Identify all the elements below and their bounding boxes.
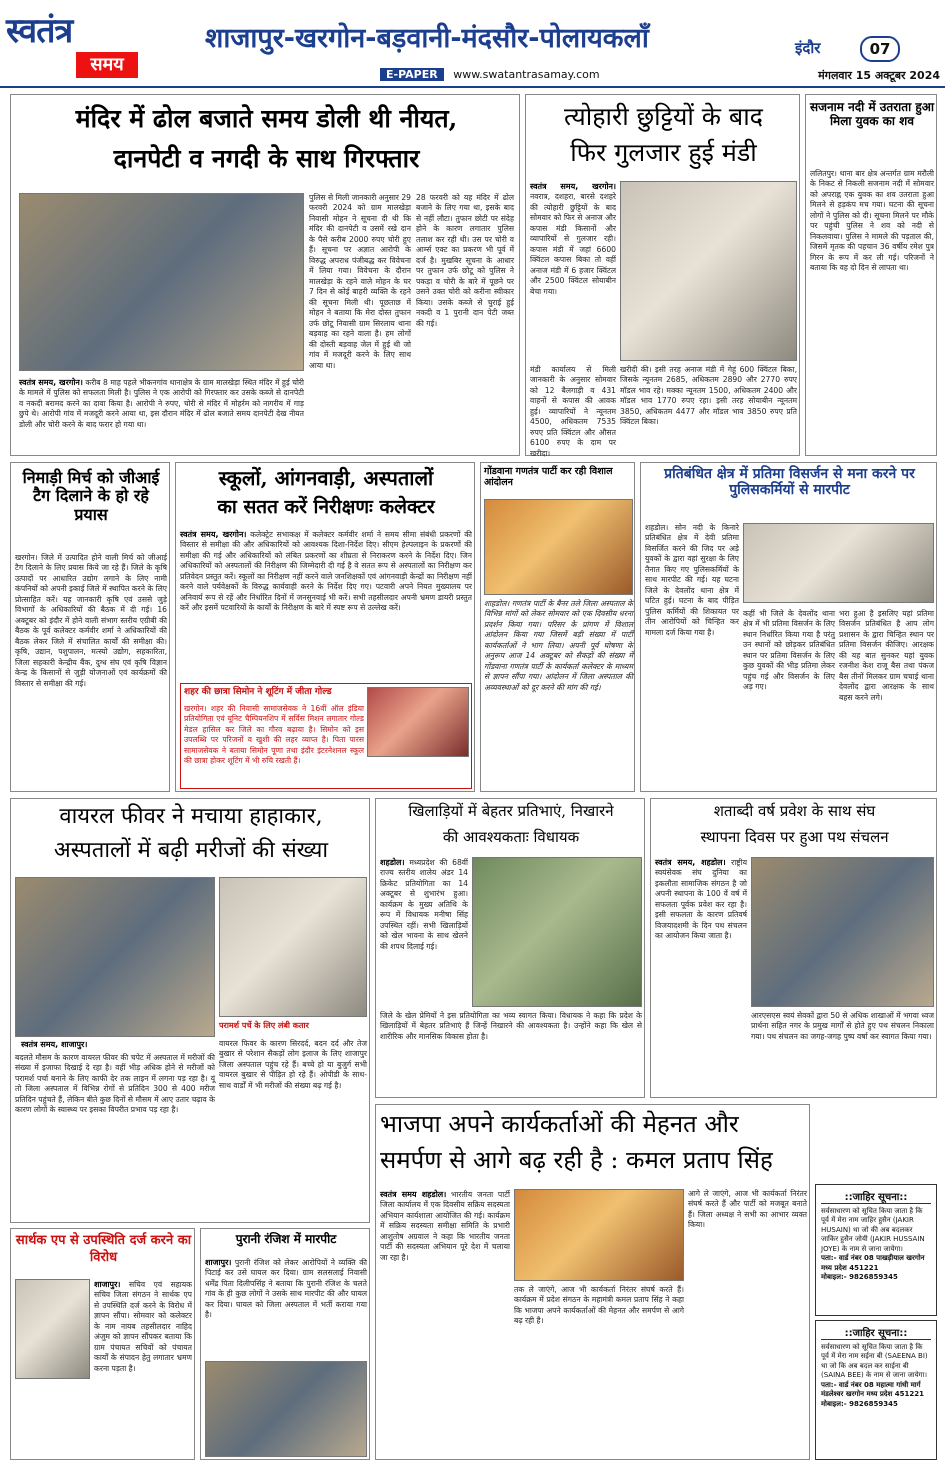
article-body: [655, 857, 747, 1095]
website-link[interactable]: www.swatantrasamay.com: [453, 68, 600, 81]
article-body: [530, 181, 616, 361]
article-body: शाहडोल। गणतंत्र पार्टी के बैनर तले जिला अस्पताल के विभिन्न मांगों को लेकर सोमवार को एक दिवसीय धरना प्रदर्शन किया गया। परिसर के प्रांगण में विशाल आंदोलन किया गया जिसमें बड़ी संख्या में पार्टी कार्यकर्ताओं ने भाग लिया। अपनी पूर्व घोषणा के अनुरूप आज 14 अक्टूबर को सैकड़ों की संख्या में गोंडवाना गणतंत्र पार्टी के कार्यकर्ता कलेक्टर के माध्यम से ज्ञापन सौंपा गया। आंदोलन में जिला अस्पताल की अव्यवस्थाओं को दूर करने की मांग की गई।: [484, 599, 633, 692]
headline: मंदिर में ढोल बजाते समय डोली थी नीयत,: [75, 104, 458, 133]
article-temple-theft: [10, 94, 520, 456]
notice-title: ::जाहिर सूचना::: [821, 1189, 931, 1204]
police-vehicles-photo: [743, 523, 934, 603]
headline: निमाड़ी मिर्च को जीआई टैग दिलाने के हो रहे प्रयास: [22, 468, 160, 524]
headline: स्कूलों, आंगनवाड़ी, अस्पतालों: [218, 466, 434, 490]
city-name: इंदौर: [795, 39, 821, 57]
byline: स्वतंत्र समय, खरगोन।: [530, 182, 616, 191]
article-bjp: [375, 1104, 810, 1460]
path-sanchalan-photo: [751, 857, 934, 1007]
article-text: कलेक्ट्रेट सभाकक्ष में कलेक्टर कर्मवीर शर्मा ने समय सीमा संबंधी प्रकरणों की विस्तार से समीक्षा की और अधिकारियों को आवश्यक दिशा-निर्देश दिए। सीएम हेल्पलाइन के प्रकरणों की समीक्षा की गई और अधिकारियों को लंबित प्रकरणों का शीघ्रता से निराकरण करने के निर्देश दिए। जिन अधिकारियों को अस्पतालों की निरीक्षण की जिम्मेदारी दी गई है वे सतत रूप से अस्पतालों का निरीक्षण कर प्रतिवेदन प्रस्तुत करें। स्कूलों का निरीक्षण नहीं करने वाले जनशिक्षकों एवं आंगनवाड़ी केन्द्रों का निरीक्षण नहीं करने वाले पर्यवेक्षकों के विरुद्ध कार्यवाही करने के निर्देश दिए गए। पटवारी अपने नियत मुख्यालय पर अनिवार्य रूप से रहें और निर्धारित दिनों में जनसुनवाई भी करें। सभी तहसीलदार अपनी भ्रमण डायरी प्रस्तुत करें और इसमें पटवारियों के कार्यों के निरीक्षण के बारे में स्पष्ट रूप से उल्लेख करें।: [180, 530, 472, 613]
headline: खिलाड़ियों में बेहतर प्रतिभाएं, निखारने: [408, 802, 614, 820]
article-body: वायरल फिवर के कारण सिरदर्द, बदन दर्द और तेज बुखार से परेशान सैकड़ों लोग इलाज के लिए शाजापुर जिला अस्पताल पहुंच रहे हैं। बच्चे हो या बुजुर्ग सभी वायरल बुखार से पीड़ित हो रहे हैं। ओपीडी के साथ-साथ वार्डों में भी मरीजों की संख्या बढ़ गई है।: [219, 1039, 367, 1090]
headline: शहर की छात्रा सिमोन ने शूटिंग में जीता गोल्ड: [184, 687, 364, 701]
article-sarthak-app: [10, 1228, 195, 1460]
article-body: खरगोन। शहर की निवासी सामाजसेवक ने 16वीं ऑल इंडिया प्रतियोगिता एवं यूनिट चैम्पियनशिप में सर्विस मिशन लगातार गोल्ड मेडल हासिल कर जिले का गौरव बढ़ाया है। सिमोन को इस उपलब्धि पर परिजनों व खुशी की लहर व्याप्त है। पिता पारस सामाजसेवक ने बताया सिमोन पूणा तथा इंदौर इंटरनेशनल स्कूल की छात्रा होकर शूटिंग में भी रुचि रखती हैं।: [184, 704, 364, 766]
article-body: मंडी कार्यालय से मिली जानकारी के अनुसार सोमवार को 12 बैलगाड़ी व 431 वाहनों से कपास की आवक हुई। व्यापारियों ने न्यूनतम 4500, अधिकतम 7535 रुपए प्रति क्विंटल और औसत 6100 रुपए के दाम पर खरीदा।: [530, 365, 616, 458]
article-mandi: [525, 94, 800, 456]
epaper-bar: [380, 68, 780, 84]
newspaper-logo[interactable]: [6, 6, 186, 84]
public-notice: [815, 1320, 937, 1460]
article-body: [180, 529, 472, 679]
public-notice: [815, 1184, 937, 1316]
article-sajnam-river: [805, 94, 937, 456]
notice-mobile: मोबाइल:- 9826859345: [821, 1273, 898, 1282]
epaper-label: E-PAPER: [380, 68, 444, 81]
notice-address: पता:- वार्ड नंबर 08 पाखड़ीयाल खरगोन मध्य प्रदेश 451221: [821, 1254, 925, 1272]
notice-address: पता:- वार्ड नंबर 08 महात्मा गांधी मार्ग मंडलेश्वर खरगोन मध्य प्रदेश 451221: [821, 1380, 924, 1399]
headline: त्योहारी छुट्टियों के बाद: [564, 102, 763, 131]
byline: स्वतंत्र समय शहडोल।: [380, 1190, 447, 1199]
article-body: शहडोल। सोन नदी के किनारे प्रतिबंधित क्षेत्र में देवी प्रतिमा विसर्जित करने की जिद पर अड़े युवकों के द्वारा वहां सुरक्षा के लिए तैनात किए गए पुलिसकर्मियों के साथ मारपीट की गई। यह घटना जिले के देवलोंद थाना क्षेत्र में घटित हुई। घटना के बाद पीड़ित पुलिस कर्मियों की शिकायत पर तीन आरोपियों को चिन्हित कर मामला दर्ज किया गया है।: [645, 523, 739, 637]
headline: की आवश्यकताः विधायक: [442, 828, 580, 846]
article-body: कहीं भी जिले के देवलोंद थाना क्षेत्र में भी प्रतिमा विसर्जन के लिए स्थान निर्धारित किया गया है परंतु उन स्थानों को छोड़कर प्रतिबंधित स्थान पर प्रतिमा विसर्जन के लिए कुछ युवकों की भीड़ प्रतिमा लेकर पहुंच गई और विसर्जन के लिए अड़ गए।: [743, 609, 835, 692]
article-text: पुरानी रंजिश को लेकर आरोपियों ने व्यक्ति की पिटाई कर उसे घायल कर दिया। ग्राम सलसलाई निवासी धर्मेंद्र पिता दिलीपसिंह ने बताया कि पुरानी रंजिश के चलते गांव के ही कुछ लोगों ने उसके साथ मारपीट की और घायल कर दिया। घायल को जिला अस्पताल में भर्ती कराया गया है।: [205, 1258, 367, 1320]
article-body: जिले के खेल प्रेमियों ने इस प्रतियोगिता का भव्य स्वागत किया। विधायक ने कहा कि प्रदेश के खिलाड़ियों में बेहतर प्रतिभाएं हैं जिन्हें निखारने की आवश्यकता है। उन्होंने कहा कि खेल से शारीरिक और मानसिक विकास होता है।: [380, 1011, 642, 1041]
mandi-photo: [620, 181, 797, 361]
article-gondwana: [480, 462, 635, 792]
article-text: भारतीय जनता पार्टी जिला कार्यालय में एक दिवसीय सक्रिय सदस्यता अभियान कार्यशाला आयोजित की गई। कार्यक्रम में सक्रिय सदस्यता समीक्षा समिति के प्रभारी आशुतोष अग्रवाल ने कहा कि भारतीय जनता पार्टी की सदस्यता अभियान पूरे देश में चलाया जा रहा है।: [380, 1190, 510, 1262]
masthead: [0, 0, 945, 88]
logo-bottom-text: समय: [76, 52, 138, 78]
article-immersion-assault: [640, 462, 937, 792]
article-text: सचिव एवं सहायक सचिव जिला संगठन ने सार्थक एप से उपस्थिति दर्ज करने के विरोध में ज्ञापन सौंपा। सोमवार को कलेक्टर के नाम नायब तहसीलदार नाहिद अंजुम को ज्ञापन सौंपकर बताया कि ग्राम पंचायत सचिवों को पंचायत कार्यों के संपादन हेतु लगातार भ्रमण करना पड़ता है।: [94, 1280, 192, 1373]
doctor-photo: [219, 877, 367, 1017]
headline: भाजपा अपने कार्यकर्ताओं की मेहनत और: [380, 1110, 739, 1138]
article-body: [94, 1279, 192, 1379]
article-body: [19, 377, 304, 451]
headline: दानपेटी व नगदी के साथ गिरफ्तार: [113, 144, 420, 173]
notice-text: सर्वसाधारण को सूचित किया जाता है कि पूर्व में मेरा नाम सईना बी (SAEENA BI) था जो कि अब बदल कर साईना बी (SAINA BEE) के नाम से जाना जायेगा।: [821, 1343, 928, 1380]
article-text: करीब 8 माह पहले भीकनगांव थानाक्षेत्र के ग्राम मालखेड़ा स्थित मंदिर में हुई चोरी के मामले में पुलिस को सफलता मिली है। पुलिस ने एक आरोपी को गिरफ्तार कर उसके कब्जे से दानपेटी व नकदी बरामद करने का दावा किया है। आरोपी ने रुपए, चोरी से मंदिर में मोहर्रम को नागरीय में गाड़ छुपे थे। आरोपी गांव में मजदूरी करने आया था, इस दौरान मंदिर में ढोल बजाते समय दानपेटी देख नीयत डोली और चोरी करने के बाद फरार हो गया था।: [19, 378, 304, 429]
simone-photo: [367, 687, 469, 757]
article-body: आरएसएस स्वयं सेवकों द्वारा 50 से अधिक शाखाओं में भगवा ध्वज प्रार्थना सहित नगर के प्रमुख मार्गों से होते हुए पथ संचलन निकाला गया। पथ संचलन का जगह-जगह पुष्प वर्षा कर स्वागत किया गया।: [751, 1011, 935, 1041]
headline: अस्पतालों में बढ़ी मरीजों की संख्या: [53, 838, 329, 863]
police-group-photo: [19, 193, 304, 371]
headline: सार्थक एप से उपस्थिति दर्ज करने का विरोध: [15, 1233, 192, 1275]
byline: स्वतंत्र समय, खरगोन।: [19, 378, 83, 387]
headline: गोंडवाना गणतंत्र पार्टी कर रही विशाल आंदोलन: [484, 466, 613, 488]
logo-top-text: स्वतंत्र: [6, 11, 73, 51]
article-body: पुलिस से मिली जानकारी अनुसार 29 फरवरी 2024 को ग्राम मालखेड़ा निवासी मोहन ने सूचना दी थी कि मंदिर की दानपेटी व उसमें रखे दान के पैसे करीब 2000 रुपए चोरी हुए हैं। सूचना पर अज्ञात आरोपी के विरुद्ध अपराध पंजीबद्ध कर विवेचना में लिया गया। विवेचना के दौरान मालखेड़ा के रहने वाले मोहन के घर 7 दिन से कोई बाहरी व्यक्ति के रहने की सूचना मिली थी। पूछताछ में मोहन ने बताया कि मेरा दोस्त तुफान उर्फ छोटू निवासी ग्राम सिरलाय थाना बड़वाह का रहने वाला है। हम लोगों की दोस्ती बड़वाह जेल में हुई थी जो गांव में मजदूरी करने के लिए साथ आया था।: [309, 193, 411, 370]
issue-date: मंगलवार 15 अक्टूबर 2024: [818, 69, 940, 82]
edition-title: शाजापुर-खरगोन-बड़वानी-मंदसौर-पोलायकलाँ: [205, 23, 649, 54]
photo-caption: परामर्श पर्चे के लिए लंबी कतार: [219, 1021, 367, 1035]
article-body: आगे ले जाएंगे, आज भी कार्यकर्ता निरंतर संघर्ष करते हैं और पार्टी को मजबूत बनाते हैं। जिला अध्यक्ष ने सभी का आभार व्यक्त किया।: [688, 1189, 807, 1230]
article-body: खरगोन। जिले में उत्पादित होने वाली मिर्च को जीआई टैग दिलाने के लिए प्रयास किये जा रहे हैं। जिले के कृषि उत्पादों पर आधारित उद्योग लगाने के लिए नामी कंपनियों को अपनी इकाई जिले में स्थापित करने के लिए प्रोत्साहित करें। यह जानकारी कृषि एवं उससे जुड़े विभागों के अधिकारियों की बैठक में दी गई। 16 अक्टूबर को इंदौर में होने वाली संभाग स्तरीय एग्रीबी की बैठक के पूर्व कलेक्टर कर्मवीर शर्मा ने अधिकारियों की बैठक लेकर जिले में संचालित कार्यों की समीक्षा की। कृषि, उद्यान, पशुपालन, मत्स्यो उद्योग, सहकारिता, जिला सहकारी केन्द्रीय बैंक, दुग्ध संघ एवं कृषि विज्ञान केन्द्र के किसानों से जुड़ी योजनाओं एवं कार्यक्रमों की विस्तार से समीक्षा की गई।: [15, 553, 167, 688]
headline: का सतत करें निरीक्षणः कलेक्टर: [217, 496, 435, 518]
injured-person-photo: [205, 1361, 367, 1457]
notice-mobile: मोबाइल:- 9826859345: [821, 1399, 898, 1408]
byline: स्वतंत्र समय, खरगोन।: [180, 530, 247, 539]
article-schools-inspection: [175, 462, 475, 792]
notice-title: ::जाहिर सूचना::: [821, 1325, 931, 1340]
article-body: 28 फरवरी को यह मंदिर में ढोल बजाने के लिए गया था, इसके बाद से नहीं लौटा। तुफान छोटी पर संदेह होने के कारण लगातार पुलिस तलाश कर रही थी। उस पर चोरी व आर्म्स एक्ट का प्रकरण भी पूर्व में दर्ज है। मुखबिर सूचना के आधार पर तुफान उर्फ छोटू को पुलिस ने पकड़ा व चोरी के बारे में पूछने पर उसने उक्त चोरी को करीना स्वीकार किया। उसके कब्जे से चुराई हुई नकदी व 1 पुरानी दान पेटी जब्त की गई।: [416, 193, 514, 328]
bjp-meeting-photo: [514, 1189, 684, 1281]
byline: शाजापुर।: [94, 1280, 121, 1289]
article-rss-path-sanchalan: [650, 798, 937, 1098]
article-viral-fever: [10, 798, 370, 1223]
headline: शताब्दी वर्ष प्रवेश के साथ संघ: [713, 802, 876, 820]
byline: स्वतंत्र समय, शाजापुर।: [21, 1040, 88, 1049]
page-number: 07: [860, 36, 900, 62]
article-body: [380, 1189, 510, 1457]
notice-text: सर्वसाधारण को सूचित किया जाता है कि पूर्व में मेरा नाम जाहिर हुसैन (JAKIR HUSAIN) था जो की अब बदलकर जाकिर हुसैन जोयी (JAKIR HUSSAIN JOYE) के नाम से जाना जायेगा।: [821, 1207, 925, 1253]
article-text: मध्यप्रदेश की 68वीं राज्य स्तरीय शालेय अंडर 14 क्रिकेट प्रतियोगिता का 14 अक्टूबर से शुभारंभ हुआ। कार्यक्रम के मुख्य अतिथि के रूप में विधायक मनीषा सिंह उपस्थित रहीं। सभी खिलाड़ियों को खेल भावना के साथ खेलने की शपथ दिलाई गई।: [380, 858, 468, 951]
article-body: [380, 857, 468, 1007]
byline: शाजापुर।: [205, 1258, 232, 1267]
memorandum-photo: [15, 1279, 90, 1379]
headline: वायरल फीवर ने मचाया हाहाकार,: [59, 804, 323, 829]
article-body: ललितपुर। थाना बार क्षेत्र अन्तर्गत ग्राम मरौली के निकट से निकली सजनाम नदी में सोमवार को अपराह्न एक युवक का शव उतराता हुआ मिलने से हड़कंप मच गया। घटना की सूचना लोगों ने पुलिस को दी। सूचना मिलने पर मौके पर पहुंची पुलिस ने शव को नदी से निकलवाया। पुलिस ने मामले की पड़ताल की, जिसमें मृतक की पहचान 36 वर्षीय रमेश पुत्र गिरन के रूप में कर ली गई। परिजनों ने बताया कि वह दो दिन से लापता था।: [810, 169, 934, 273]
article-body: [205, 1257, 367, 1357]
article-mirchi-gi-tag: [10, 462, 170, 792]
headline: समर्पण से आगे बढ़ रही है : कमल प्रताप सिंह: [380, 1146, 773, 1174]
article-text: नवरात्र, दशहरा, बारसे दशहरे की त्योहारी छुट्टियों के बाद सोमवार को फिर से अनाज और कपास मंडी किसानों और व्यापारियों से गुलजार रही। कपास मंडी में जहां 6600 क्विंटल कपास बिका तो वहीं अनाज मंडी में 6 हजार क्विंटल और 2500 क्विंटल सोयाबीन बेचा गया।: [530, 192, 616, 296]
simone-box: [180, 683, 472, 789]
headline: स्थापना दिवस पर हुआ पथ संचलन: [700, 828, 889, 846]
headline: फिर गुलजार हुई मंडी: [570, 138, 757, 167]
byline: शहडोल।: [380, 858, 405, 867]
article-body: भरा हुआ है इसलिए यहां प्रतिमा विसर्जन प्रतिबंधित है आप लोग प्रशासन के द्वारा चिन्हित स्थान पर प्रतिमा विसर्जन कीजिए। आरक्षक की यह बात सुनकर यहां युवक रजनीश केश राजू बैस तथा पंकज बैस तीनों मिलकर ग्राम चचाई थाना देवलोंद द्वारा आरक्षक के साथ बहस करने लगे।: [839, 609, 934, 702]
headline: सजनाम नदी में उतराता हुआ मिला युवक का शव: [810, 100, 935, 128]
article-body: खरीदी की। इसी तरह अनाज मंडी में गेहूं 600 क्विंटल बिका, जिसके न्यूनतम 2685, अधिकतम 2890 और 2770 रुपए मॉडल भाव रहे। मक्का न्यूनतम 1500, अधिकतम 2400 और मॉडल भाव 1770 रुपए रहा। इसी तरह सोयाबीन न्यूनतम 3850, अधिकतम 4477 और मॉडल भाव 3850 रुपए प्रति क्विंटल बिका।: [620, 365, 797, 427]
hospital-queue-photo: [15, 877, 215, 1037]
byline: स्वतंत्र समय, शहडोल।: [655, 858, 726, 867]
headline: पुरानी रंजिश में मारपीट: [235, 1232, 337, 1246]
article-players: [375, 798, 645, 1098]
players-photo: [472, 857, 642, 1007]
article-body: बदलते मौसम के कारण वायरल फीवर की चपेट में अस्पताल में मरीजों की संख्या में इजाफा दिखाई दे रहा है। वहीं भीड़ अधिक होने से मरीजों को परामर्श पर्चा बनाने के लिए काफी देर तक लाइन में लगना पड़ रहा है। यूं तो जिला अस्पताल में विभिन्न रोगों से प्रतिदिन 300 से 400 मरीज प्रतिदिन पहुंचते हैं, लेकिन बीते कुछ दिनों से मौसम में आए उतार चढ़ाव के कारण लोगों के स्वास्थ्य पर इसका विपरीत प्रभाव पड़ रहा है।: [15, 1053, 215, 1115]
article-text: राष्ट्रीय स्वयंसेवक संघ दुनिया का इकलौता सामाजिक संगठन है जो अपनी स्थापना के 100 वें वर्ष में सफलता पूर्वक प्रवेश कर रहा है। इसी सफलता के कारण प्रतिवर्ष विजयादशमी के दिन पथ संचलन का आयोजन किया जाता है।: [655, 858, 747, 941]
gondwana-protest-photo: [484, 499, 633, 595]
article-body: तक ले जाएंगे, आज भी कार्यकर्ता निरंतर संघर्ष करते हैं। कार्यक्रम में प्रदेश संगठन के महामंत्री कमल प्रताप सिंह ने कहा कि भाजपा अपने कार्यकर्ताओं की मेहनत और समर्पण से आगे बढ़ रही है।: [514, 1285, 684, 1326]
headline: प्रतिबंधित क्षेत्र में प्रतिमा विसर्जन से मना करने पर पुलिसकर्मियों से मारपीट: [664, 466, 915, 498]
article-purani-ranjish: [200, 1228, 370, 1460]
